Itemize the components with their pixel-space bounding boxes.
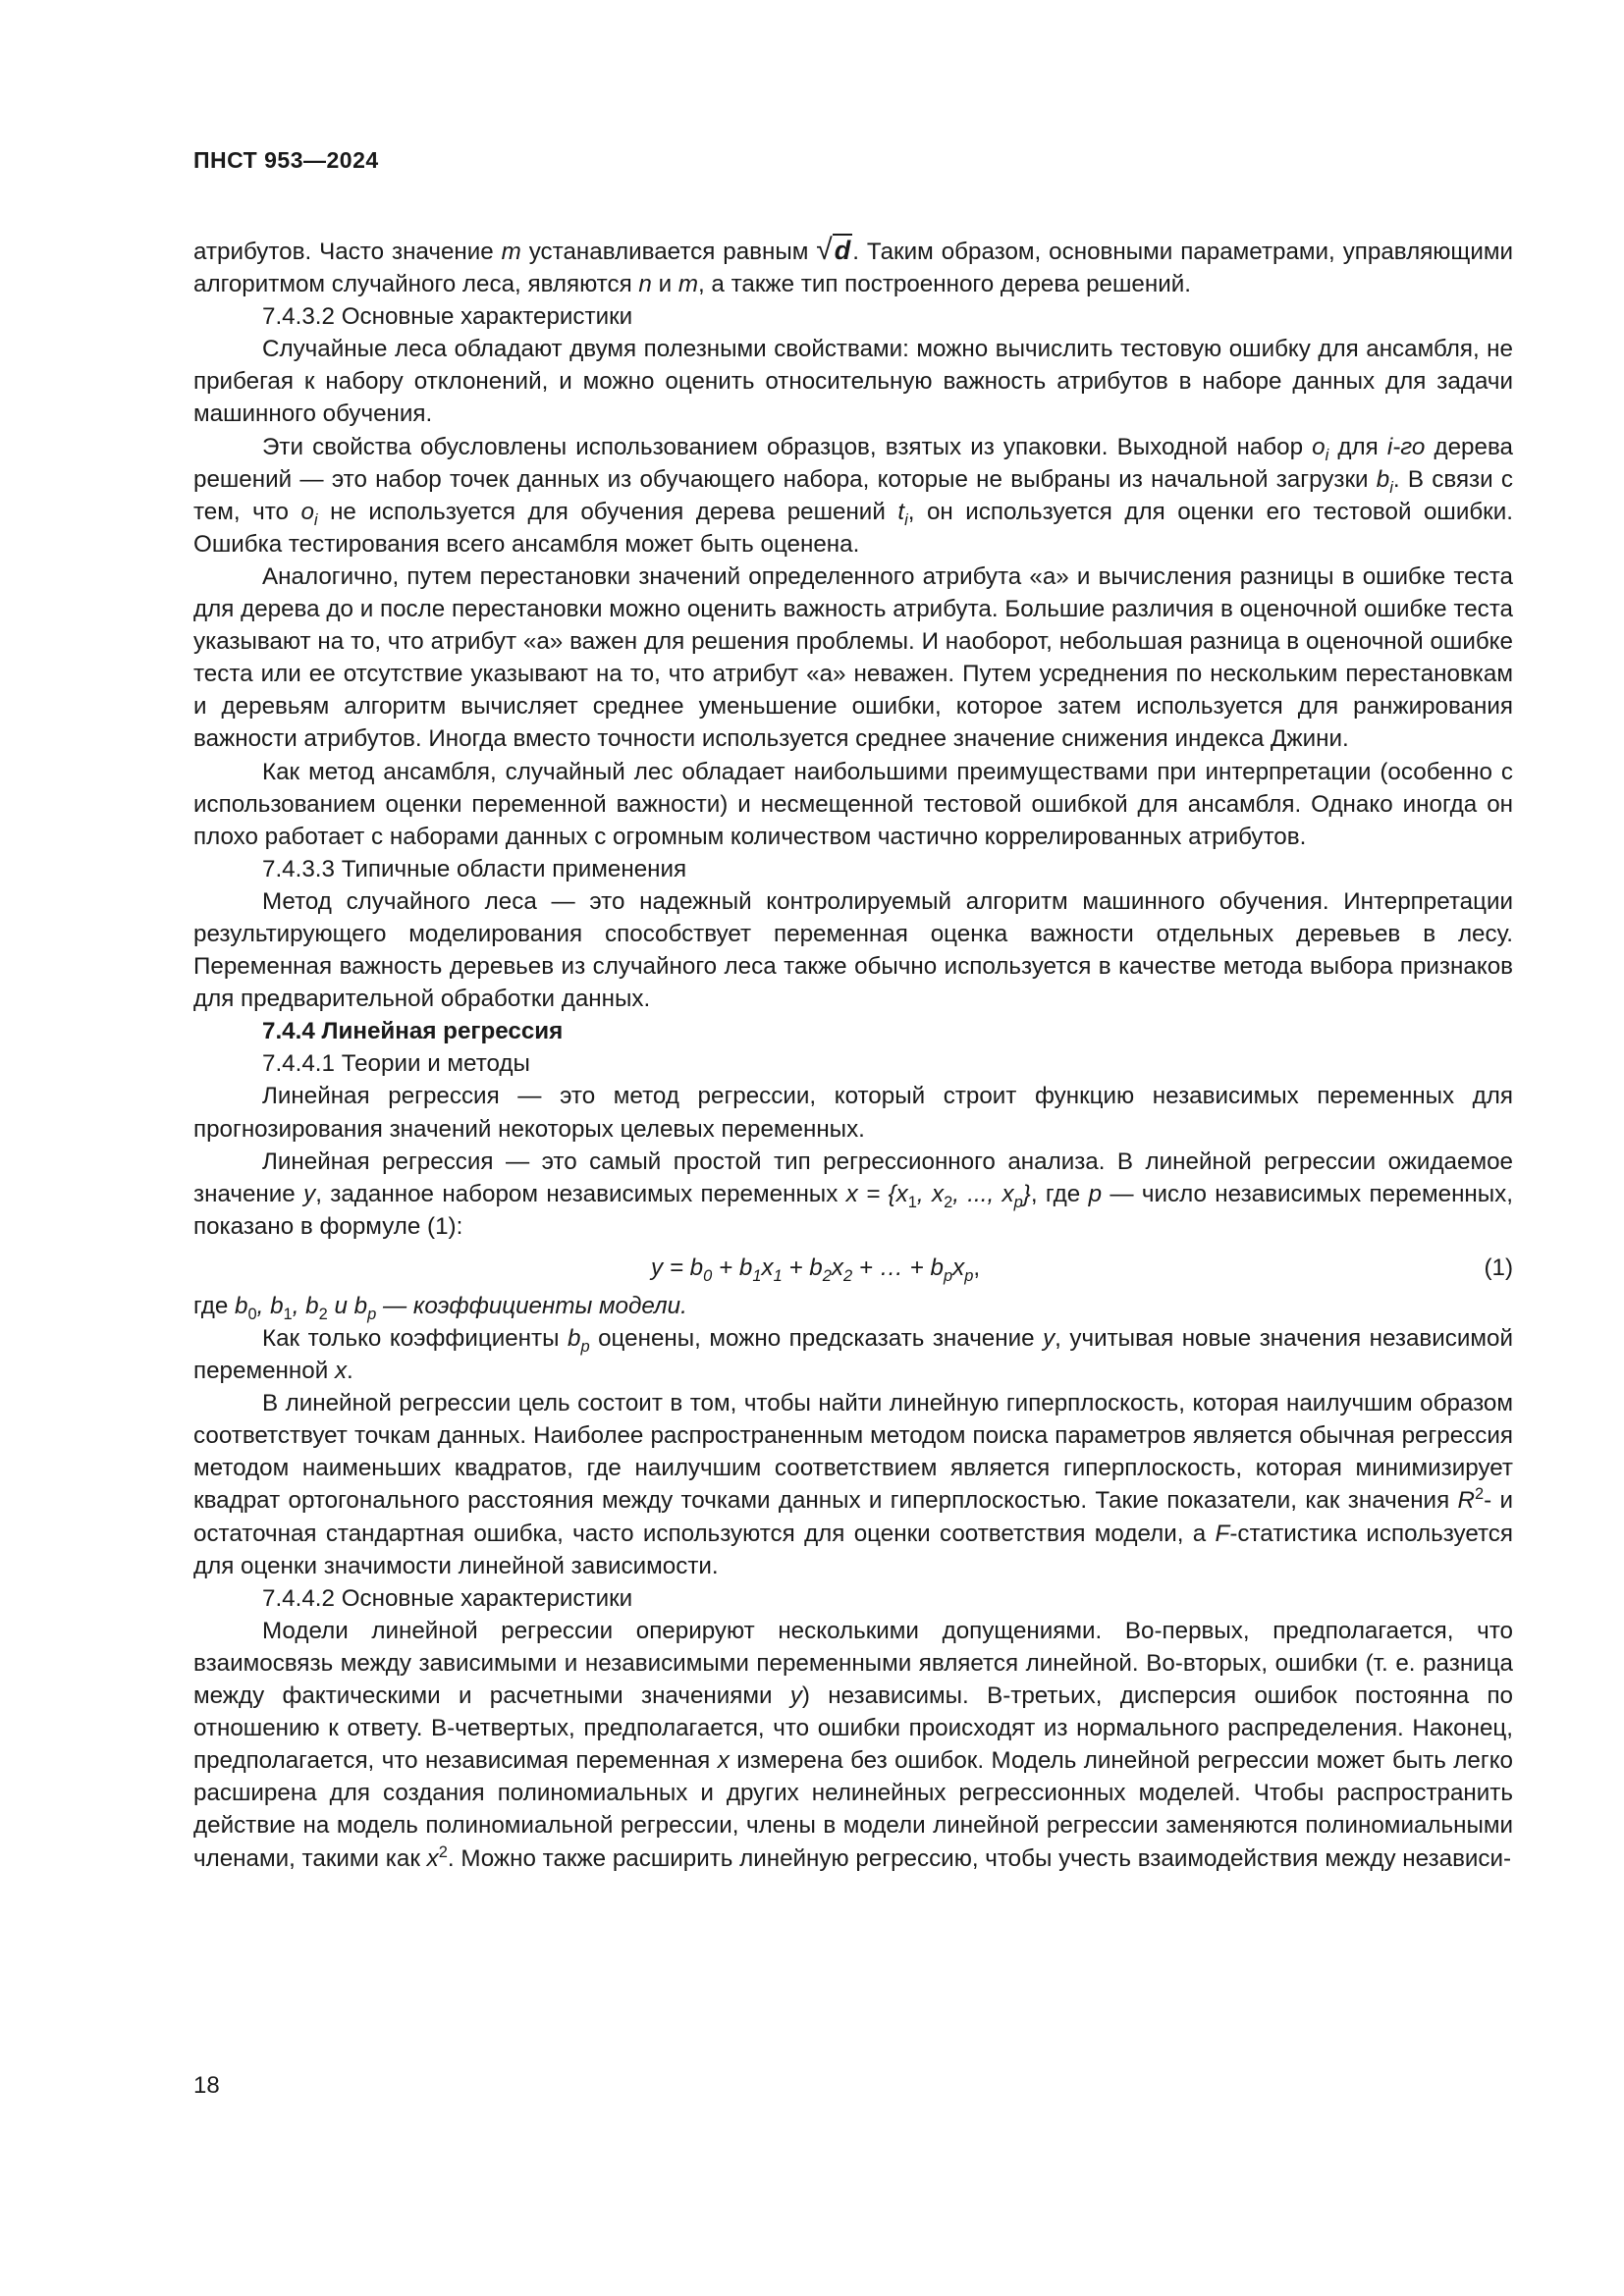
text-run: и [327, 1292, 354, 1319]
text-run: измерена без ошибок. Модель линейной регрессии может быть легко расширена для создания полиномиальных и других нелинейных регрессионных моделей. Чтобы распространить действие на модель полиномиальной регрессии, члены в модели линейной регрессии заменяются полиномиальными членами, такими как [193, 1747, 1513, 1872]
page-number: 18 [193, 2072, 220, 2099]
formula-number: (1) [1484, 1254, 1513, 1281]
subscript: 0 [247, 1305, 257, 1323]
subscript: 2 [822, 1266, 832, 1285]
radical-sign-icon: √ [816, 234, 833, 266]
text-run: - и остаточная стандартная ошибка, часто используются для оценки соответствия модели, а [193, 1487, 1513, 1547]
variable: y [789, 1682, 802, 1710]
superscript: 2 [438, 1842, 448, 1861]
text-run: . [347, 1358, 353, 1385]
paragraph [193, 1146, 1513, 1243]
paragraph [193, 234, 1513, 300]
paragraph [193, 1322, 1513, 1387]
subscript: 1 [752, 1266, 762, 1285]
text-run: , заданное набором независимых переменных [315, 1180, 846, 1207]
text-run: , [256, 1292, 271, 1319]
text-run: устанавливается равным [520, 239, 817, 265]
variable-set: x = {x [845, 1180, 908, 1207]
text-run: Линейная регрессия — это самый простой тип регрессионного анализа. В линейной регрессии ожидаемое значение [193, 1148, 1513, 1207]
superscript: 2 [1474, 1485, 1485, 1504]
text-run: , а также тип построенного дерева решений. [697, 271, 1191, 298]
variable-n: n [638, 271, 652, 298]
formula-expression [651, 1247, 980, 1290]
text-run: , он используется для оценки его тестовой ошибки. Ошибка тестирования всего ансамбля может быть оценена. [193, 498, 1513, 558]
text-run: не используется для обучения дерева решений [317, 498, 898, 525]
formula-term: x [761, 1254, 774, 1281]
subscript: 2 [843, 1266, 853, 1285]
variable-set: , x [916, 1180, 945, 1207]
subscript: i [904, 510, 908, 529]
variable: p [1088, 1180, 1103, 1207]
variable-set: , ..., x [952, 1180, 1014, 1207]
text-run: Модели линейной регрессии оперируют несколькими допущениями. Во-первых, предполагается, что взаимосвязь между зависимыми и независимыми переменными является линейной. Во-вторых, ошибки (т. е. разница между фактическими и расчетными значениями [193, 1617, 1513, 1710]
paragraph [193, 431, 1513, 561]
variable: b [353, 1292, 368, 1319]
section-heading-7-4-3-2: 7.4.3.2 Основные характеристики [262, 303, 633, 331]
subscript: 0 [703, 1266, 713, 1285]
variable: b [567, 1325, 581, 1352]
text-run: . В связи с тем, что [193, 465, 1513, 525]
text-run: . Таким образом, основными параметрами, управляющими алгоритмом случайного леса, являются [193, 239, 1513, 298]
subscript: 2 [944, 1193, 953, 1211]
variable-m: m [501, 239, 521, 265]
variable: b [270, 1292, 284, 1319]
text-run: и [651, 271, 678, 298]
variable: b [305, 1292, 319, 1319]
variable: o [1312, 433, 1326, 460]
text-run: , учитывая новые значения независимой переменной [193, 1325, 1513, 1385]
text-run: атрибутов. Часто значение [193, 239, 502, 265]
variable: R [1457, 1487, 1475, 1515]
variable-set: } [1022, 1180, 1031, 1207]
formula-term: y = b [651, 1254, 704, 1281]
text-run: Эти свойства обусловлены использованием образцов, взятых из упаковки. Выходной набор [262, 433, 1313, 460]
text-run: ) независимы. В-третьих, дисперсия ошибок постоянна по отношению к ответу. В-четвертых, предполагается, что ошибки происходят из нормального распределения. Наконец, предполагается, что независимая переменная [193, 1682, 1513, 1775]
paragraph: Случайные леса обладают двумя полезными свойствами: можно вычислить тестовую ошибку для ансамбля, не прибегая к набору отклонений, и можно оценить относительную важность атрибутов в наборе данных для задачи машинного обучения. [193, 336, 1513, 428]
formula-term: + b [782, 1254, 823, 1281]
subscript: 1 [283, 1305, 293, 1323]
text-run: оценены, можно предсказать значение [589, 1325, 1044, 1352]
variable: t [897, 498, 905, 525]
subscript: p [580, 1337, 590, 1356]
document-body [193, 234, 1513, 1875]
text-run: В линейной регрессии цель состоит в том, чтобы найти линейную гиперплоскость, которая наилучшим образом соответствует точкам данных. Наиболее распространенным методом поиска параметров является обычная регрессия методом наименьших квадратов, где наилучшим соответствием является гиперплоскость, которая минимизирует квадрат ортогонального расстояния между точками данных и гиперплоскостью. Такие показатели, как значения [193, 1390, 1513, 1515]
subscript: 2 [318, 1305, 328, 1323]
variable: y [1043, 1325, 1056, 1352]
formula-term: , [973, 1254, 981, 1281]
text-run: . Можно также расширить линейную регрессию, чтобы учесть взаимодействия между независи- [447, 1844, 1512, 1872]
subscript: i [313, 510, 318, 529]
variable: x [717, 1747, 730, 1775]
variable-m: m [677, 271, 698, 298]
radicand: d [834, 236, 851, 265]
variable: F [1215, 1520, 1230, 1547]
text-run: где [193, 1292, 236, 1319]
text-run: , [292, 1292, 306, 1319]
formula-1 [193, 1247, 1513, 1290]
subscript: 1 [773, 1266, 783, 1285]
section-heading-7-4-4: 7.4.4 Линейная регрессия [262, 1018, 564, 1045]
subscript: i [1325, 446, 1329, 464]
variable: x [426, 1844, 439, 1872]
sqrt-d-formula [816, 234, 852, 267]
paragraph [193, 1290, 1513, 1322]
text-run: дерева решений — это набор точек данных из обучающего набора, которые не выбраны из начальной загрузки [193, 433, 1513, 493]
paragraph: Аналогично, путем перестановки значений определенного атрибута «а» и вычисления разницы в ошибке теста для дерева до и после перестановки можно оценить важность атрибута. Большие различия в оценочной ошибке теста указывают на то, что атрибут «а» важен для решения проблемы. И наоборот, небольшая разница в оценочной ошибке теста или ее отсутствие указывают на то, что атрибут «а» неважен. Путем усреднения по нескольким перестановкам и деревьям алгоритм вычисляет среднее уменьшение ошибки, которое затем используется для ранжирования важности атрибутов. Иногда вместо точности используется среднее значение снижения индекса Джини. [193, 562, 1513, 753]
text-run: i-го [1386, 433, 1426, 460]
variable: o [300, 498, 314, 525]
formula-term: + … + b [852, 1254, 944, 1281]
text-run: -статистика используется для оценки значимости линейной зависимости. [193, 1520, 1513, 1579]
subscript: p [943, 1266, 953, 1285]
text-run: Как только коэффициенты [262, 1325, 568, 1352]
text-run: — число независимых переменных, показано в формуле (1): [193, 1180, 1513, 1240]
paragraph: Как метод ансамбля, случайный лес обладает наибольшими преимуществами при интерпретации (особенно с использованием оценки переменной важности) и несмещенной тестовой ошибкой для ансамбля. Однако иногда он плохо работает с наборами данных с огромным количеством частично коррелированных атрибутов. [193, 758, 1513, 850]
formula-term: x [952, 1254, 965, 1281]
paragraph: Метод случайного леса — это надежный контролируемый алгоритм машинного обучения. Интерпретации результирующего моделирования способствует переменная оценка важности отдельных деревьев в лесу. Переменная важность деревьев из случайного леса также обычно используется в качестве метода выбора признаков для предварительной обработки данных. [193, 887, 1513, 1013]
text-run: , где [1030, 1180, 1089, 1207]
section-heading-7-4-3-3: 7.4.3.3 Типичные области применения [262, 855, 687, 882]
paragraph [193, 1615, 1513, 1875]
text-run: для [1328, 433, 1387, 460]
section-heading-7-4-4-2: 7.4.4.2 Основные характеристики [262, 1584, 633, 1612]
text-run: — коэффициенты модели. [376, 1292, 687, 1319]
variable: b [1376, 465, 1390, 493]
paragraph [193, 1387, 1513, 1582]
variable: x [334, 1358, 348, 1385]
subscript: p [367, 1305, 377, 1323]
formula-term: + b [712, 1254, 753, 1281]
variable: b [235, 1292, 248, 1319]
document-header: ПНСТ 953—2024 [193, 147, 379, 173]
subscript: p [1013, 1193, 1023, 1211]
formula-term: x [831, 1254, 843, 1281]
variable: y [303, 1180, 316, 1207]
subscript: 1 [907, 1193, 917, 1211]
subscript: i [1389, 478, 1393, 497]
section-heading-7-4-4-1: 7.4.4.1 Теории и методы [262, 1050, 530, 1078]
paragraph: Линейная регрессия — это метод регрессии, который строит функцию независимых переменных для прогнозирования значений некоторых целевых переменных. [193, 1083, 1513, 1143]
subscript: p [964, 1266, 974, 1285]
